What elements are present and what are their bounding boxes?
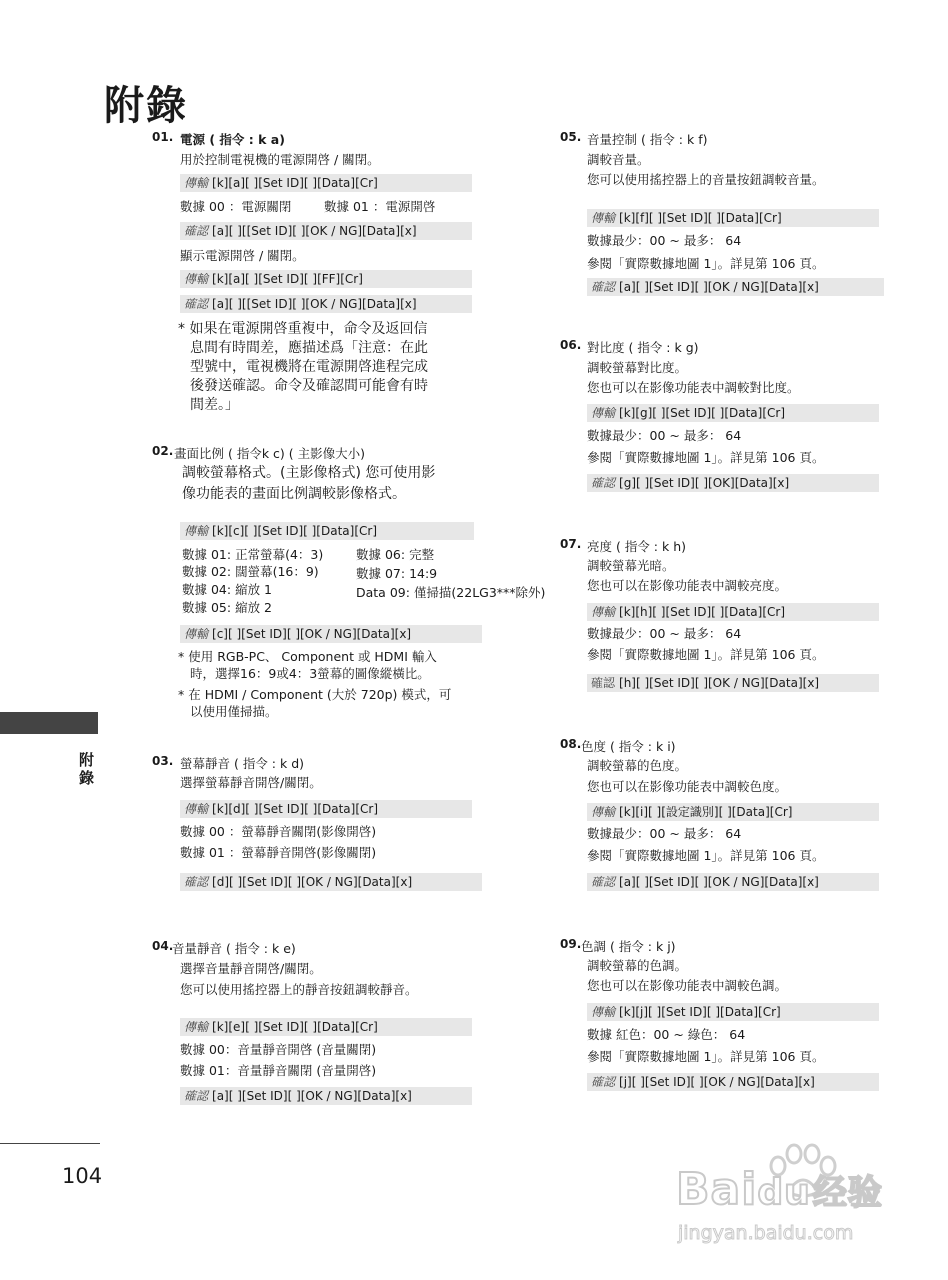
- ack-label: 確認: [184, 297, 209, 311]
- section-02-data-01: 數據 01: 正常螢幕(4：3): [182, 547, 324, 562]
- section-08-desc-line-1: 調較螢幕的色度。: [587, 758, 688, 773]
- ack-label: 確認: [591, 676, 616, 690]
- section-08-ref: 參閱「實際數據地圖 1」。詳見第 106 頁。: [587, 848, 825, 863]
- section-03-tx-bar: [180, 800, 472, 818]
- tx-label: 傳輸: [591, 211, 616, 225]
- section-02-desc-line-1: 調較螢幕格式。(主影像格式) 您可使用影: [182, 465, 436, 481]
- section-04-title: 音量靜音 ( 指令 : k e): [172, 941, 296, 956]
- section-06-ack-bar: [587, 474, 879, 492]
- section-07-ack-cmd: [h][ ][Set ID][ ][OK / NG][Data][x]: [619, 676, 820, 690]
- section-07-tx-bar: [587, 603, 879, 621]
- section-02-data-06: 數據 06: 完整: [356, 547, 435, 562]
- section-08-desc-line-2: 您也可以在影像功能表中調較色度。: [587, 779, 788, 794]
- section-02-note1-line-1: * 使用 RGB-PC、 Component 或 HDMI 輸入: [178, 649, 437, 664]
- side-tab-bar: [0, 712, 98, 734]
- section-07-number: 07.: [560, 537, 582, 551]
- section-01-title: 電源 ( 指令 : k a): [180, 132, 285, 147]
- section-05-number: 05.: [560, 130, 582, 144]
- section-01-ack-cmd: [a][ ][[Set ID][ ][OK / NG][Data][x]: [212, 224, 417, 238]
- section-08-range: 數據最少：00 ~ 最多： 64: [587, 826, 742, 841]
- section-01-note-line-3: 型號中，電視機將在電源開啓進程完成: [190, 359, 428, 375]
- section-09-number: 09.: [560, 937, 582, 951]
- section-04-data-00: 數據 00：音量靜音開啓 (音量關閉): [180, 1042, 377, 1057]
- section-06-tx-bar: [587, 404, 879, 422]
- page-title: 附錄: [104, 83, 188, 129]
- watermark-bai: Bai: [676, 1164, 758, 1215]
- section-07-ref: 參閱「實際數據地圖 1」。詳見第 106 頁。: [587, 647, 825, 662]
- section-09-range: 數據 紅色：00 ~ 綠色： 64: [587, 1027, 746, 1042]
- section-05-ref: 參閱「實際數據地圖 1」。詳見第 106 頁。: [587, 256, 825, 271]
- section-02-desc-line-2: 像功能表的畫面比例調較影像格式。: [182, 486, 406, 502]
- section-04-data-01: 數據 01：音量靜音關閉 (音量開啓): [180, 1063, 377, 1078]
- section-02-ack-bar: [180, 625, 482, 643]
- tx-label: 傳輸: [184, 176, 209, 190]
- watermark-cn: 经验: [812, 1173, 883, 1213]
- page-number: 104: [62, 1164, 103, 1188]
- side-tab-label: 附錄: [77, 752, 95, 788]
- section-02-note2-line-1: * 在 HDMI / Component (大於 720p) 模式，可: [178, 687, 452, 702]
- section-02-data-07: 數據 07: 14:9: [356, 566, 438, 581]
- section-01-data-off: 數據 00 ：電源關閉: [180, 199, 292, 214]
- section-06-desc-line-1: 調較螢幕對比度。: [587, 360, 688, 375]
- section-03-data-01: 數據 01 ：螢幕靜音開啓(影像關閉): [180, 845, 377, 860]
- section-08-tx-cmd: [k][i][ ][設定識別][ ][Data][Cr]: [619, 805, 793, 819]
- tx-label: 傳輸: [184, 802, 209, 816]
- section-01-data-on: 數據 01 ：電源開啓: [324, 199, 436, 214]
- section-01-ack2-bar: [180, 295, 472, 313]
- tx-label: 傳輸: [591, 805, 616, 819]
- section-06-ref: 參閱「實際數據地圖 1」。詳見第 106 頁。: [587, 450, 825, 465]
- section-02-tx-bar: [180, 522, 474, 540]
- tx-label: 傳輸: [184, 524, 209, 538]
- section-01-number: 01.: [152, 130, 174, 144]
- section-03-tx-cmd: [k][d][ ][Set ID][ ][Data][Cr]: [212, 802, 379, 816]
- section-09-desc-line-2: 您也可以在影像功能表中調較色調。: [587, 978, 788, 993]
- tx-label: 傳輸: [184, 272, 209, 286]
- section-09-tx-bar: [587, 1003, 879, 1021]
- section-07-title: 亮度 ( 指令 : k h): [587, 539, 686, 554]
- ack-label: 確認: [591, 476, 616, 490]
- section-03-ack-bar: [180, 873, 482, 891]
- section-01-ack-bar: [180, 222, 472, 240]
- section-08-title: 色度 ( 指令 : k i): [581, 739, 676, 754]
- watermark-du: du: [757, 1172, 811, 1213]
- tx-label: 傳輸: [591, 1005, 616, 1019]
- section-03-desc: 選擇螢幕靜音開啓/關閉。: [180, 775, 322, 790]
- watermark-url: jingyan.baidu.com: [678, 1222, 854, 1244]
- section-05-ack-bar: [587, 278, 884, 296]
- section-09-title: 色調 ( 指令 : k j): [581, 939, 676, 954]
- section-09-ack-cmd: [j][ ][Set ID][ ][OK / NG][Data][x]: [619, 1075, 815, 1089]
- section-02-number: 02.: [152, 444, 174, 458]
- section-06-desc-line-2: 您也可以在影像功能表中調較對比度。: [587, 380, 800, 395]
- section-06-range: 數據最少：00 ~ 最多： 64: [587, 428, 742, 443]
- section-02-data-05: 數據 05: 縮放 2: [182, 600, 272, 615]
- section-09-desc-line-1: 調較螢幕的色調。: [587, 958, 688, 973]
- section-03-number: 03.: [152, 754, 174, 768]
- tx-label: 傳輸: [591, 605, 616, 619]
- footer-rule: [0, 1143, 100, 1144]
- section-07-tx-cmd: [k][h][ ][Set ID][ ][Data][Cr]: [619, 605, 786, 619]
- section-04-ack-cmd: [a][ ][Set ID][ ][OK / NG][Data][x]: [212, 1089, 412, 1103]
- section-04-tx-cmd: [k][e][ ][Set ID][ ][Data][Cr]: [212, 1020, 378, 1034]
- ack-label: 確認: [591, 1075, 616, 1089]
- section-02-title: 畫面比例 ( 指令k c) ( 主影像大小): [174, 446, 365, 461]
- section-01-ack2-cmd: [a][ ][[Set ID][ ][OK / NG][Data][x]: [212, 297, 417, 311]
- section-05-ack-cmd: [a][ ][Set ID][ ][OK / NG][Data][x]: [619, 280, 819, 294]
- section-02-data-02: 數據 02: 闊螢幕(16：9): [182, 564, 319, 579]
- ack-label: 確認: [184, 875, 209, 889]
- section-01-desc: 用於控制電視機的電源開啓 / 關閉。: [180, 152, 380, 167]
- section-03-ack-cmd: [d][ ][Set ID][ ][OK / NG][Data][x]: [212, 875, 413, 889]
- section-05-tx-cmd: [k][f][ ][Set ID][ ][Data][Cr]: [619, 211, 782, 225]
- section-01-note-line-5: 間差。」: [190, 397, 239, 413]
- section-02-data-09: Data 09: 僅掃描(22LG3***除外): [356, 585, 546, 600]
- section-06-ack-cmd: [g][ ][Set ID][ ][OK][Data][x]: [619, 476, 790, 490]
- section-02-tx-cmd: [k][c][ ][Set ID][ ][Data][Cr]: [212, 524, 377, 538]
- ack-label: 確認: [591, 280, 616, 294]
- section-05-desc-line-2: 您可以使用搖控器上的音量按鈕調較音量。: [587, 172, 825, 187]
- section-03-data-00: 數據 00 ：螢幕靜音關閉(影像開啓): [180, 824, 377, 839]
- section-01-show: 顯示電源開啓 / 關閉。: [180, 248, 305, 263]
- section-03-title: 螢幕靜音 ( 指令 : k d): [180, 756, 305, 771]
- section-04-tx-bar: [180, 1018, 472, 1036]
- section-05-tx-bar: [587, 209, 879, 227]
- section-08-ack-cmd: [a][ ][Set ID][ ][OK / NG][Data][x]: [619, 875, 819, 889]
- section-09-ack-bar: [587, 1073, 879, 1091]
- ack-label: 確認: [591, 875, 616, 889]
- section-04-ack-bar: [180, 1087, 472, 1105]
- watermark-brand: [676, 1164, 883, 1215]
- section-09-ref: 參閱「實際數據地圖 1」。詳見第 106 頁。: [587, 1049, 825, 1064]
- ack-label: 確認: [184, 224, 209, 238]
- section-01-tx2-cmd: [k][a][ ][Set ID][ ][FF][Cr]: [212, 272, 363, 286]
- section-07-ack-bar: [587, 674, 879, 692]
- section-05-desc-line-1: 調較音量。: [587, 152, 650, 167]
- section-08-number: 08.: [560, 737, 582, 751]
- section-06-title: 對比度 ( 指令 : k g): [587, 340, 699, 355]
- section-04-desc-line-1: 選擇音量靜音開啓/關閉。: [180, 961, 322, 976]
- section-02-note2-line-2: 以使用僅掃描。: [190, 704, 278, 719]
- section-04-desc-line-2: 您可以使用搖控器上的靜音按鈕調較靜音。: [180, 982, 418, 997]
- section-05-range: 數據最少：00 ~ 最多： 64: [587, 233, 742, 248]
- section-07-desc-line-2: 您也可以在影像功能表中調較亮度。: [587, 578, 788, 593]
- ack-label: 傳輸: [184, 627, 209, 641]
- section-08-tx-bar: [587, 803, 879, 821]
- section-07-range: 數據最少：00 ~ 最多： 64: [587, 626, 742, 641]
- section-01-note-line-2: 息間有時間差，應描述爲「注意：在此: [190, 340, 428, 356]
- section-01-note-line-1: * 如果在電源開啓重複中，命令及返回信: [178, 321, 428, 337]
- ack-label: 確認: [184, 1089, 209, 1103]
- tx-label: 傳輸: [591, 406, 616, 420]
- section-01-tx-bar: [180, 174, 472, 192]
- section-01-tx2-bar: [180, 270, 472, 288]
- section-06-number: 06.: [560, 338, 582, 352]
- section-07-desc-line-1: 調較螢幕光暗。: [587, 558, 675, 573]
- section-02-note1-line-2: 時，選擇16：9或4：3螢幕的圖像縱橫比。: [190, 666, 430, 681]
- section-04-number: 04.: [152, 939, 174, 953]
- section-02-ack-cmd: [c][ ][Set ID][ ][OK / NG][Data][x]: [212, 627, 412, 641]
- tx-label: 傳輸: [184, 1020, 209, 1034]
- section-09-tx-cmd: [k][j][ ][Set ID][ ][Data][Cr]: [619, 1005, 781, 1019]
- baidu-watermark: [676, 1140, 916, 1250]
- section-02-data-04: 數據 04: 縮放 1: [182, 582, 272, 597]
- section-05-title: 音量控制 ( 指令 : k f): [587, 132, 708, 147]
- section-01-note-line-4: 後發送確認。命令及確認間可能會有時: [190, 378, 428, 394]
- section-06-tx-cmd: [k][g][ ][Set ID][ ][Data][Cr]: [619, 406, 786, 420]
- section-08-ack-bar: [587, 873, 879, 891]
- section-01-tx-cmd: [k][a][ ][Set ID][ ][Data][Cr]: [212, 176, 378, 190]
